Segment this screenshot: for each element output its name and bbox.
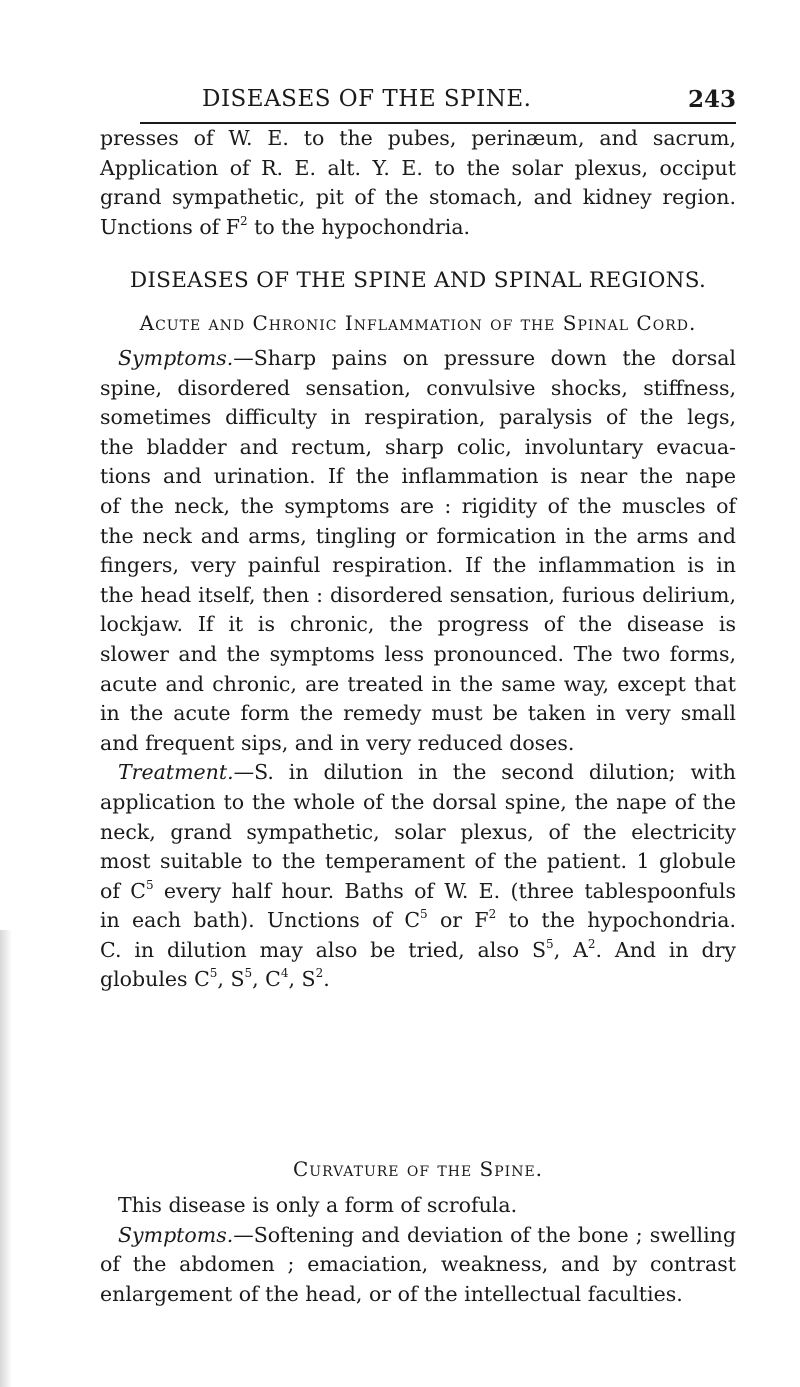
text-line: spine, disordered sensation, convulsive shocks, stiffness, [100, 375, 736, 400]
subsection-heading-inflammation: Acute and Chronic Inflammation of the Spinal Cord. [139, 311, 697, 335]
text-line: the neck and arms, tingling or formication in the arms and [100, 523, 736, 548]
text-line: lockjaw. If it is chronic, the progress of the disease is [100, 612, 736, 637]
text-line: neck, grand sympathetic, solar plexus, of the electricity [100, 819, 736, 844]
running-title: DISEASES OF THE SPINE. [202, 86, 532, 112]
text-line: globules $C^5$, $S^5$, $C^4$, $S^2$. [100, 966, 330, 992]
text-line: acute and chronic, are treated in the same way, except that [100, 671, 736, 696]
text-line: of the neck, the symptoms are : rigidity of the muscles of [100, 493, 736, 518]
text-line: enlargement of the head, or of the intellectual faculties. [100, 1281, 683, 1306]
text-line: the head itself, then : disordered sensation, furious delirium, [100, 582, 736, 607]
page-number: 243 [687, 86, 736, 113]
text-line: fingers, very painful respiration. If the inflammation is in [100, 553, 736, 578]
text-line: C. in dilution may also be tried, also $S^5$, $A^2$. And in dry [100, 936, 736, 962]
text-line: Unctions of $F^2$ to the hypochondria. [100, 213, 471, 239]
text-line: grand sympathetic, pit of the stomach, and kidney region. [100, 185, 736, 210]
text-line: most suitable to the temperament of the patient. 1 globule [100, 849, 736, 874]
text-line: Treatment.—S. in dilution in the second dilution; with [118, 760, 736, 785]
text-line: in the acute form the remedy must be taken in very small [100, 701, 736, 726]
text-line: of $C^5$ every half hour. Baths of W. E. (three tablespoonfuls [100, 877, 736, 903]
text-line: and frequent sips, and in very reduced doses. [100, 730, 575, 755]
text-line: slower and the symptoms less pronounced. The two forms, [100, 641, 736, 666]
text-line: application to the whole of the dorsal spine, the nape of the [100, 789, 736, 814]
section-heading: DISEASES OF THE SPINE AND SPINAL REGIONS. [129, 268, 707, 293]
text-line: of the abdomen ; emaciation, weakness, and by contrast [100, 1252, 736, 1277]
page-edge-shadow [0, 930, 12, 1387]
text-line: Symptoms.—Sharp pains on pressure down the dorsal [118, 346, 736, 370]
symptoms-paragraph [100, 344, 736, 995]
running-head [140, 86, 736, 124]
text-line: Application of R. E. alt. Y. E. to the solar plexus, occiput [100, 155, 736, 180]
symptoms-label: Symptoms. [118, 346, 234, 370]
text-line: Symptoms.—Softening and deviation of the bone ; swelling [118, 1222, 736, 1247]
curvature-paragraph [100, 1191, 736, 1309]
text-line: This disease is only a form of scrofula. [118, 1193, 518, 1217]
treatment-label: Treatment. [118, 760, 234, 785]
text-line: presses of W. E. to the pubes, perinæum, and sacrum, [100, 126, 736, 150]
symptoms-label: Symptoms. [118, 1222, 234, 1247]
text-line: sometimes difficulty in respiration, paralysis of the legs, [100, 405, 736, 430]
text-line: tions and urination. If the inflammation is near the nape [100, 464, 736, 489]
subsection-heading-curvature: Curvature of the Spine. [292, 1157, 544, 1181]
text-line: in each bath). Unctions of $C^5$ or $F^2$ to the hypochondria. [100, 907, 736, 933]
intro-paragraph [100, 124, 736, 242]
text-line: the bladder and rectum, sharp colic, involuntary evacua- [100, 434, 736, 459]
